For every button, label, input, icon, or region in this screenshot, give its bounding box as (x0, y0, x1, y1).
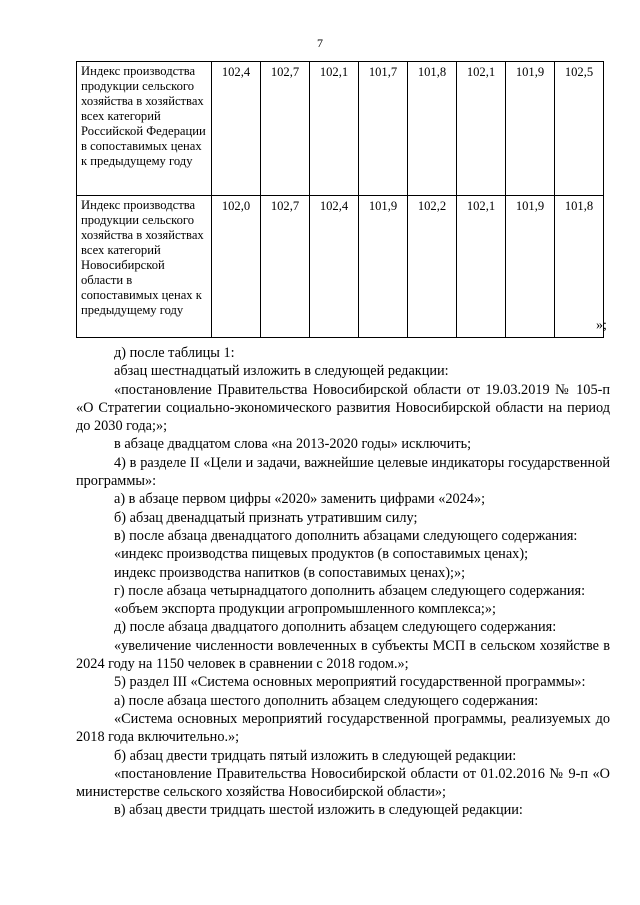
paragraph: г) после абзаца четырнадцатого дополнить абзацем следующего содержания: (114, 582, 586, 599)
table-cell: 101,9 (506, 196, 555, 338)
page-number: 7 (317, 36, 323, 50)
paragraph: в) абзац двести тридцать шестой изложить в следующей редакции: (114, 802, 523, 819)
paragraph: б) абзац двести тридцать пятый изложить в следующей редакции: (114, 747, 517, 764)
paragraph: «постановление Правительства Новосибирской области от 19.03.2019 № 105-п «О Стратегии социально-экономического развития Новосибирской области на период до 2030 года;»; (76, 381, 610, 435)
table-cell: 102,1 (310, 62, 359, 196)
paragraph: абзац шестнадцатый изложить в следующей редакции: (114, 363, 449, 380)
table-cell: 101,7 (359, 62, 408, 196)
paragraph: «Система основных мероприятий государственной программы, реализуемых до 2018 года включительно.»; (76, 710, 610, 746)
paragraph: а) после абзаца шестого дополнить абзацем следующего содержания: (114, 692, 539, 709)
table-cell: 101,8 (555, 196, 604, 338)
table-cell: 101,9 (506, 62, 555, 196)
table-cell: 102,5 (555, 62, 604, 196)
table-cell: 102,1 (457, 62, 506, 196)
table-row-label: Индекс производства продукции сельского хозяйства в хозяйствах всех категорий Новосибирской области в сопоставимых ценах к предыдущему году (77, 196, 212, 338)
table-cell: 101,8 (408, 62, 457, 196)
table-row (77, 196, 604, 338)
paragraph: «постановление Правительства Новосибирской области от 01.02.2016 № 9-п «О министерстве сельского хозяйства Новосибирской области»; (76, 765, 610, 801)
paragraph: д) после таблицы 1: (114, 345, 235, 361)
paragraph: «увеличение численности вовлеченных в субъекты МСП в сельском хозяйстве в 2024 году на 1150 человек в сравнении с 2018 годом.»; (76, 637, 610, 673)
table-row-label: Индекс производства продукции сельского хозяйства в хозяйствах всех категорий Российской Федерации в сопоставимых ценах к предыдущему году (77, 62, 212, 196)
paragraph: а) в абзаце первом цифры «2020» заменить цифрами «2024»; (114, 491, 486, 508)
table-cell: 102,7 (261, 196, 310, 338)
table-row (77, 62, 604, 196)
paragraph: б) абзац двенадцатый признать утратившим силу; (114, 509, 418, 526)
paragraph: д) после абзаца двадцатого дополнить абзацем следующего содержания: (114, 619, 557, 636)
paragraph: в абзаце двадцатом слова «на 2013-2020 годы» исключить; (114, 436, 472, 453)
paragraph: индекс производства напитков (в сопоставимых ценах);»; (114, 564, 466, 581)
paragraph: 4) в разделе II «Цели и задачи, важнейшие целевые индикаторы государственной программы»: (76, 454, 610, 490)
table-cell: 101,9 (359, 196, 408, 338)
table-closing-mark: »; (596, 318, 607, 333)
paragraph: «объем экспорта продукции агропромышленного комплекса;»; (114, 601, 497, 618)
paragraph: в) после абзаца двенадцатого дополнить абзацами следующего содержания: (114, 527, 578, 544)
indicator-table (76, 61, 604, 338)
table-cell: 102,4 (310, 196, 359, 338)
paragraph: 5) раздел III «Система основных мероприятий государственной программы»: (114, 674, 586, 691)
table-cell: 102,2 (408, 196, 457, 338)
table-cell: 102,4 (212, 62, 261, 196)
table-cell: 102,1 (457, 196, 506, 338)
paragraph: «индекс производства пищевых продуктов (в сопоставимых ценах); (114, 546, 529, 563)
table-cell: 102,7 (261, 62, 310, 196)
table-cell: 102,0 (212, 196, 261, 338)
document-body (76, 344, 610, 820)
